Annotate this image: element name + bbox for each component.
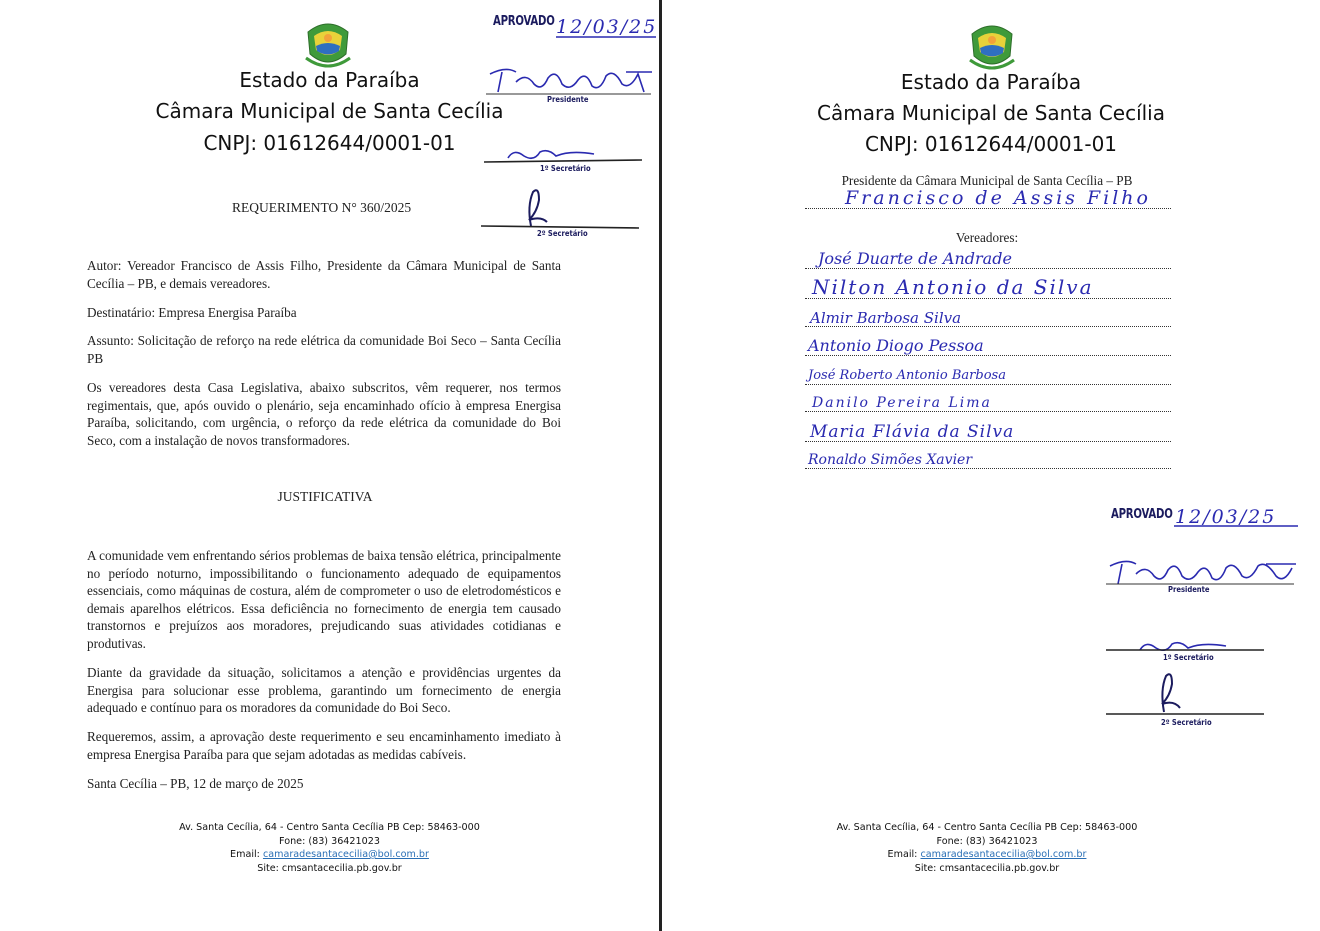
- president-line: Presidente da Câmara Municipal de Santa Cecília – PB: [841, 173, 1133, 188]
- first-secretary-signature-icon: [484, 146, 644, 166]
- second-secretary-caption: 2º Secretário: [537, 229, 588, 238]
- approved-date: 12/03/25: [1175, 506, 1277, 528]
- cnpj-line: CNPJ: 01612644/0001-01: [203, 131, 456, 155]
- justification-paragraph-1: A comunidade vem enfrentando sérios problemas de baixa tensão elétrica, principalmente no período noturno, impossibilitando o funcionamento adequado de equipamentos essenciais, como máquinas de costura, além de comprometer o uso de eletrodomésticos e demais aparelhos elétricos. Essa deficiência no fornecimento de energia tem causado transtornos e prejuízos aos moradores, prejudicando suas atividades cotidianas e produtivas.: [87, 548, 561, 651]
- councillor-signature-1: José Duarte de Andrade: [818, 249, 1012, 268]
- footer-address: Av. Santa Cecília, 64 - Centro Santa Cecília PB Cep: 58463-000: [836, 822, 1138, 833]
- author-paragraph: Autor: Vereador Francisco de Assis Filho, Presidente da Câmara Municipal de Santa Cecília – PB, e demais vereadores.: [87, 258, 561, 291]
- councillor-signature-6: Danilo Pereira Lima: [812, 395, 992, 411]
- approved-date-line-icon: [1174, 523, 1298, 529]
- second-secretary-signature-icon: [1106, 670, 1266, 718]
- approved-date: 12/03/25: [556, 16, 658, 38]
- recipient-paragraph: Destinatário: Empresa Energisa Paraíba: [87, 305, 297, 320]
- municipal-crest-icon: [966, 20, 1018, 72]
- footer-phone: Fone: (83) 36421023: [279, 835, 380, 847]
- approved-stamp-label: APROVADO: [1111, 507, 1173, 522]
- councillor-signature-3: Almir Barbosa Silva: [810, 309, 962, 327]
- footer-phone: Fone: (83) 36421023: [936, 835, 1038, 847]
- councillor-signature-line: [805, 411, 1171, 412]
- justification-paragraph-3: Requeremos, assim, a aprovação deste requerimento e seu encaminhamento imediato à empresa Energisa Paraíba para que sejam adotadas as medidas cabíveis.: [87, 729, 561, 762]
- request-title: REQUERIMENTO N° 360/2025: [232, 200, 412, 215]
- footer-site: Site: cmsantacecilia.pb.gov.br: [914, 862, 1060, 874]
- first-secretary-caption: 1º Secretário: [540, 164, 591, 173]
- first-secretary-caption: 1º Secretário: [1163, 653, 1214, 662]
- request-body-paragraph: Os vereadores desta Casa Legislativa, abaixo subscritos, vêm requerer, nos termos regimentais, que, após ouvido o plenário, seja encaminhado ofício à empresa Energisa Paraíba, solicitando, com urgência, o reforço da rede elétrica da comunidade do Boi Seco, com a instalação de novos transformadores.: [87, 380, 561, 448]
- footer-email-label: Email:: [230, 849, 260, 860]
- footer-email-label: Email:: [887, 849, 918, 860]
- councillor-signature-2: Nilton Antonio da Silva: [812, 275, 1094, 299]
- place-date-line: Santa Cecília – PB, 12 de março de 2025: [87, 776, 304, 791]
- municipal-crest-icon: [302, 18, 354, 70]
- councillor-signature-line: [805, 268, 1171, 269]
- footer-email-line: [0, 848, 659, 862]
- footer-email-link[interactable]: camaradesantacecilia@bol.com.br: [262, 849, 429, 860]
- page1-footer: [0, 821, 659, 875]
- councillor-signature-4: Antonio Diogo Pessoa: [808, 336, 984, 355]
- president-signature-icon: [486, 64, 656, 96]
- justification-title: JUSTIFICATIVA: [277, 489, 373, 504]
- president-caption: Presidente: [547, 95, 589, 104]
- councillor-signature-line: [805, 384, 1171, 385]
- subject-paragraph: Assunto: Solicitação de reforço na rede elétrica da comunidade Boi Seco – Santa Cecília PB: [87, 333, 561, 366]
- state-title: Estado da Paraíba: [900, 70, 1082, 94]
- footer-email-link[interactable]: camaradesantacecilia@bol.com.br: [920, 849, 1087, 860]
- footer-site: Site: cmsantacecilia.pb.gov.br: [257, 862, 402, 874]
- chamber-title: Câmara Municipal de Santa Cecília: [816, 101, 1165, 125]
- cnpj-line: CNPJ: 01612644/0001-01: [864, 132, 1118, 156]
- president-caption: Presidente: [1168, 585, 1210, 594]
- president-signature-icon: [1106, 556, 1300, 588]
- document-page-1: [0, 0, 659, 931]
- councillors-title: Vereadores:: [955, 230, 1019, 245]
- approved-date-line-icon: [556, 34, 656, 40]
- document-page-2: [662, 0, 1320, 931]
- councillor-signature-7: Maria Flávia da Silva: [810, 422, 1015, 442]
- justification-paragraph-2: Diante da gravidade da situação, solicitamos a atenção e providências urgentes da Energisa para solucionar esse problema, garantindo um fornecimento de energia adequado e contínuo para os moradores da comunidade do Boi Seco.: [87, 665, 561, 715]
- councillor-signature-8: Ronaldo Simões Xavier: [808, 452, 973, 468]
- second-secretary-signature-icon: [481, 186, 641, 232]
- councillor-signature-line: [805, 355, 1171, 356]
- second-secretary-caption: 2º Secretário: [1161, 718, 1212, 727]
- councillor-signature-line: [805, 468, 1171, 469]
- page2-footer: [662, 821, 1312, 875]
- president-signature: Francisco de Assis Filho: [845, 187, 1151, 209]
- footer-email-line: [662, 848, 1312, 862]
- footer-address: Av. Santa Cecília, 64 - Centro Santa Cecília PB Cep: 58463-000: [179, 822, 480, 833]
- chamber-title: Câmara Municipal de Santa Cecília: [155, 99, 504, 123]
- approved-stamp-label: APROVADO: [493, 14, 555, 29]
- councillor-signature-5: José Roberto Antonio Barbosa: [808, 368, 1006, 383]
- state-title: Estado da Paraíba: [239, 68, 420, 92]
